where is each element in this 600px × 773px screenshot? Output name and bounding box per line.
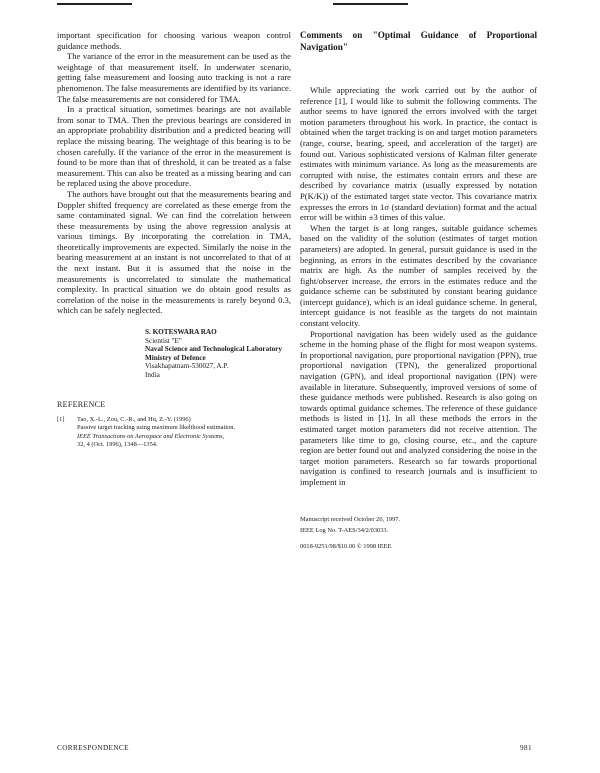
article-title: Comments on "Optimal Guidance of Proportional Navigation" <box>300 30 537 52</box>
author-title: Scientist "E" <box>145 336 182 345</box>
reference-authors: Tao, X.-L., Zou, C.-R., and Hu, Z.-Y. (1996) <box>77 416 191 424</box>
footnote-copyright: 0018-9251/98/$10.00 © 1998 IEEE <box>300 543 392 551</box>
left-paragraph-4: The authors have brought out that the measurements bearing and Doppler shifted frequency are correlated as these emerge from the same contaminated signal. We can find the correlation between these measurements by using the above regression analysis at various timings. By incorporating the correlation in TMA, theoretically improvements are expected. Similarly the noise in the bearing measurement at an instant is not uncorrelated to that of at the next instant. But it is assumed that the noise in the measurements is uncorrelated to simulate the mathematical complexity. In practical situation we do obtain good results as correlation of the noise in the measurements is rarely beyond 0.3, which can be safely neglected. <box>57 188 291 316</box>
reference-number: [1] <box>57 416 65 424</box>
reference-journal: IEEE Transactions on Aerospace and Electronic Systems, <box>77 432 225 440</box>
right-paragraph-1: While appreciating the work carried out by the author of reference [1], I would like to submit the following comments. The author seems to have ignored the errors involved with the target motion parameters throughout his work. In practice, the contact is obtained when the target tracking is on and target motion parameters (range, course, bearing, speed, and acceleration of the target) are found out. Various sophisticated versions of Kalman filter generate estimates with minimum variance. As long as the measurements are corrupted with noise, the estimates contain errors and these are described by covariance matrix (usually expressed by notation P(K/K)) of the estimated target state vector. This covariance matrix expresses the errors in 1σ (standard deviation) format and the actual error will be within ±3 times of this value. <box>300 85 537 223</box>
footer-section: CORRESPONDENCE <box>57 744 129 752</box>
author-affiliation-2: Ministry of Defence <box>145 353 206 362</box>
reference-item <box>57 416 291 449</box>
footnote-received: Manuscript received October 20, 1997. <box>300 515 401 523</box>
author-affiliation-1: Naval Science and Technological Laboratory <box>145 345 282 354</box>
right-paragraph-2: When the target is at long ranges, suitable guidance schemes based on the validity of the solution (estimates of target motion parameters) are adopted. In general, pursuit guidance is used in the beginning, as errors in the estimates described by the covariance matrix are high. As the number of samples received by the fight/observer increase, the errors in the estimates reduce and the guidance scheme can be substituted by constant bearing guidance (intercept guidance), which is an ideal guidance scheme. In general, intercept guidance is not feasible as the targets do not maintain constant velocity. <box>300 222 537 329</box>
left-paragraph-3: In a practical situation, sometimes bearings are not available from sonar to TMA. Then the previous bearings are considered in an appropriate probability distribution and a predicted bearing will replace the missing bearing. The weightage of this bearing is to be chosen carefully. If the variance of the error in the measurement is found to be more than that of threshold, it can be treated as a false measurement. This can also be treated as a missing bearing and can be replaced using the above procedure. <box>57 104 291 189</box>
left-column <box>57 30 291 449</box>
author-block <box>145 328 291 380</box>
footnotes <box>300 516 537 552</box>
footnote-log: IEEE Log No. T-AES/34/2/03033. <box>300 526 389 534</box>
left-paragraph-2: The variance of the error in the measurement can be used as the weightage of that measurement itself. In underwater scenario, getting false measurement and loosing auto tracking is not a rare phenomenon. The false measurements are identified by its variance. The false measurements are not considered for TMA. <box>57 51 291 104</box>
reference-title: Passive target tracking using maximum likelihood estimation. <box>77 424 236 432</box>
reference-heading: REFERENCE <box>57 399 106 409</box>
reference-volume: 32, 4 (Oct. 1996), 1348—1354. <box>77 440 158 448</box>
right-column <box>300 30 537 555</box>
top-rule-left <box>57 3 132 5</box>
top-rule-right <box>333 3 408 5</box>
author-name: S. KOTESWARA RAO <box>145 328 217 337</box>
right-paragraph-3: Proportional navigation has been widely used as the guidance scheme in the homing phase of the flight for most weapon systems. In proportional navigation, pure proportional navigation (PPN), true proportional navigation (TPN), the generalized proportional navigation (GPN), and ideal proportional navigation (IPN) were available in literature. Subsequently, improved versions of some of these guidance methods were published. Research is also going on towards optimal guidance schemes. The reference of these guidance methods is listed in [1]. In all these methods the errors in the estimated target motion parameters did not receive attention. The parameters like time to go, closing course, etc., and the capture region are better found out and analyzed considering the noise in the target motion parameters. Research so far towards proportional navigation is confined to research journals and is insufficient to implement in <box>300 328 537 487</box>
author-country: India <box>145 371 160 379</box>
footer-page-number: 981 <box>520 744 532 752</box>
left-paragraph-1: important specification for choosing various weapon control guidance methods. <box>57 30 291 51</box>
author-city: Visakhapatnam-530027, A.P. <box>145 362 229 371</box>
